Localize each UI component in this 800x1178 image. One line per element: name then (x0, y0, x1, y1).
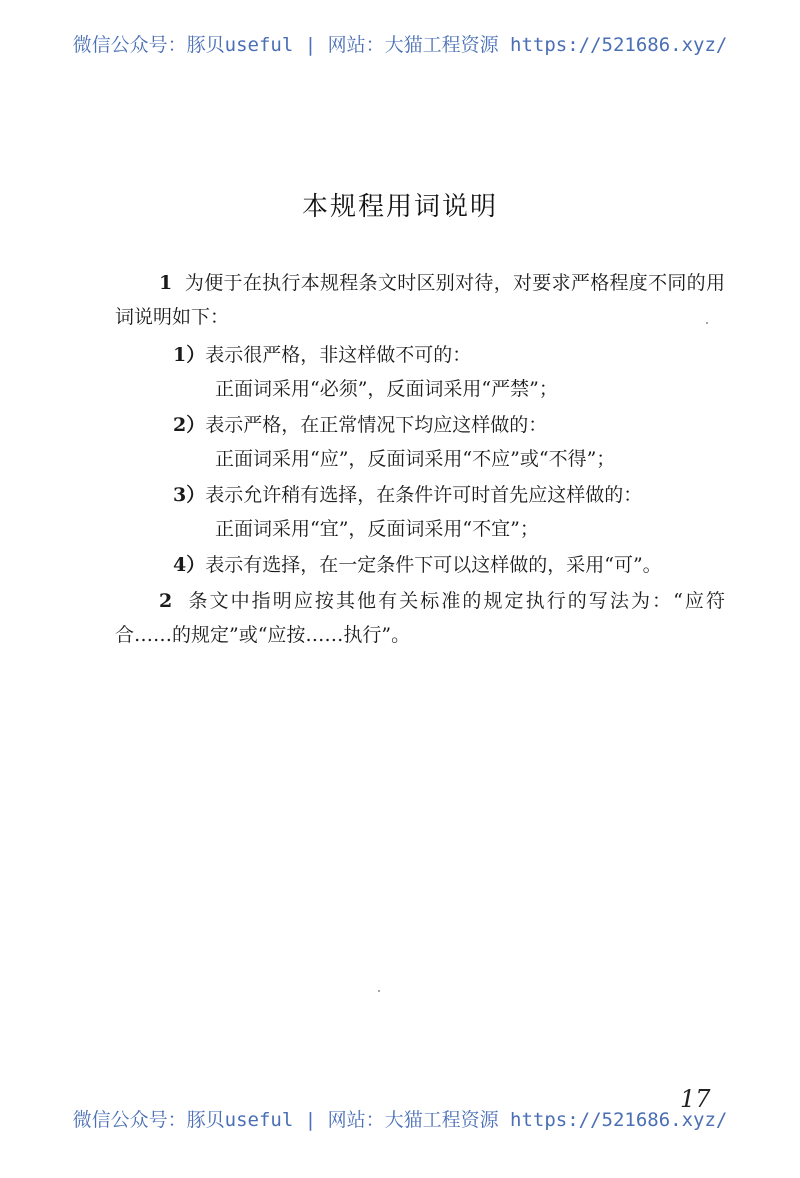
scan-speck (706, 322, 708, 324)
paragraph-1-number: 1 (159, 272, 173, 294)
document-body (115, 266, 725, 656)
list-item-3-text: 表示允许稍有选择，在条件许可时首先应这样做的： (205, 484, 643, 506)
scan-speck (378, 990, 380, 992)
list-item-3-number: 3） (173, 484, 206, 506)
watermark-bottom: 微信公众号：豚贝useful | 网站：大猫工程资源 https://521686.xyz/ (72, 1109, 728, 1131)
page-number: 17 (680, 1085, 711, 1113)
list-item-2 (115, 408, 725, 476)
paragraph-1 (115, 266, 725, 334)
paragraph-2-number: 2 (159, 590, 173, 612)
paragraph-2-text: 条文中指明应按其他有关标准的规定执行的写法为：“应符合……的规定”或“应按……执行”。 (115, 590, 725, 646)
list-item-1-sub: 正面词采用“必须”，反面词采用“严禁”； (215, 378, 558, 400)
list-item-4-number: 4） (173, 554, 206, 576)
list-item-1-number: 1） (173, 344, 206, 366)
list-item-1-text: 表示很严格，非这样做不可的： (205, 344, 472, 366)
list-item-4-text: 表示有选择，在一定条件下可以这样做的，采用“可”。 (205, 554, 662, 576)
list-item-2-number: 2） (173, 414, 206, 436)
list-item-3-sub: 正面词采用“宜”，反面词采用“不宜”； (215, 518, 539, 540)
list-item-4 (115, 548, 725, 582)
list-item-2-text: 表示严格，在正常情况下均应这样做的： (205, 414, 548, 436)
watermark-top: 微信公众号：豚贝useful | 网站：大猫工程资源 https://521686.xyz/ (72, 34, 728, 56)
list-item-3 (115, 478, 725, 546)
paragraph-2 (115, 584, 725, 652)
paragraph-1-text: 为便于在执行本规程条文时区别对待，对要求严格程度不同的用词说明如下： (115, 272, 725, 328)
list-item-1 (115, 338, 725, 406)
page-title: 本规程用词说明 (301, 192, 498, 222)
list-item-2-sub: 正面词采用“应”，反面词采用“不应”或“不得”； (215, 448, 616, 470)
